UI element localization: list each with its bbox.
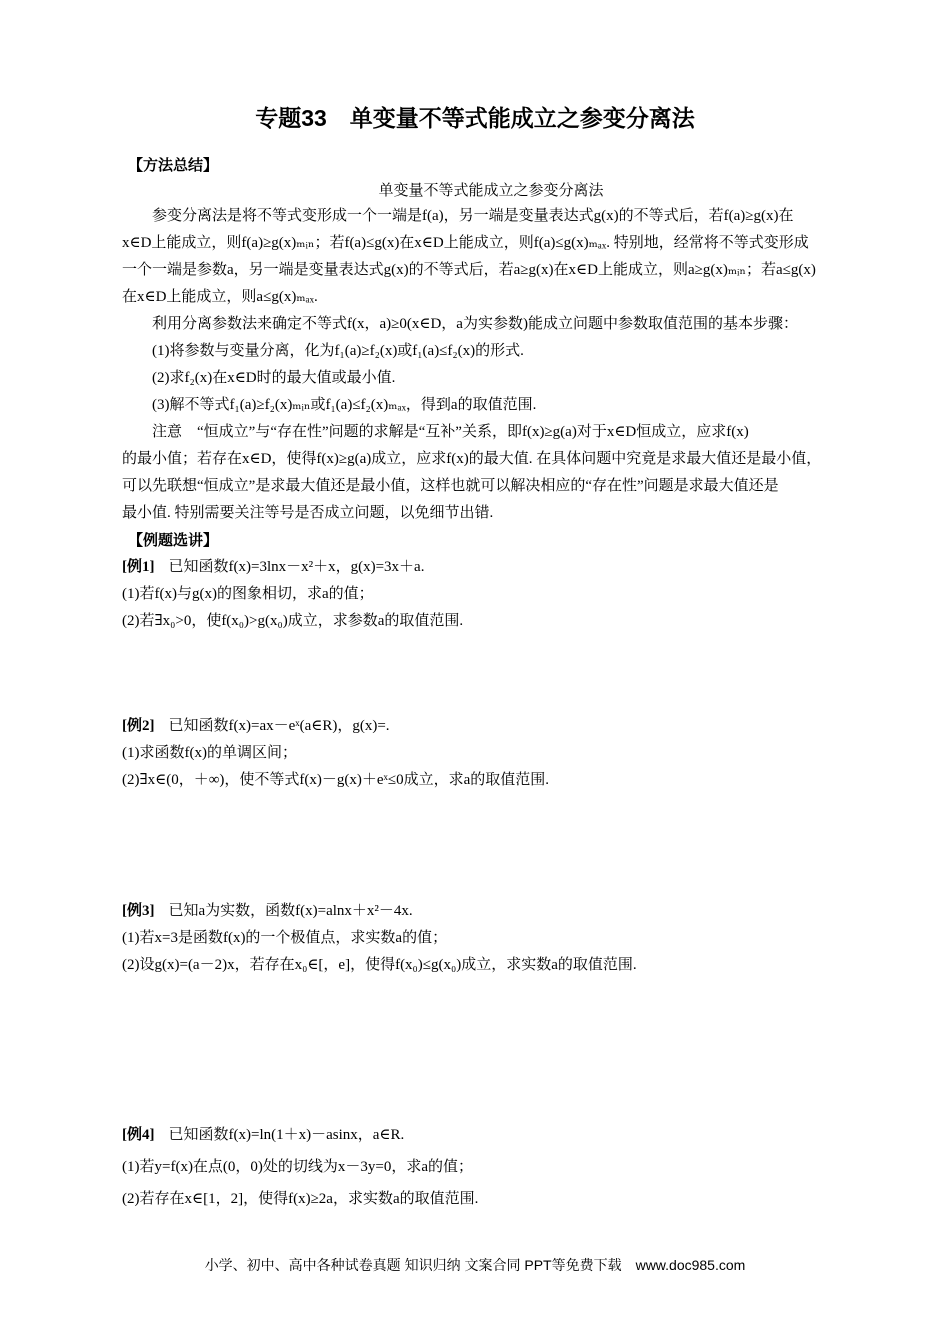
example-2-stem bbox=[122, 713, 860, 740]
note-paragraph bbox=[122, 419, 860, 527]
example-stem-text: 已知函数f(x)=3lnx－x²＋x，g(x)=3x＋a. bbox=[168, 559, 425, 575]
note-line: 的最小值；若存在x∈D，使得f(x)≥g(a)成立，应求f(x)的最大值. 在具体问题中究竟是求最大值还是最小值， bbox=[122, 451, 822, 467]
example-stem-text: 已知a为实数，函数f(x)=alnx＋x²－4x. bbox=[168, 903, 413, 919]
note-line: 最小值. 特别需要关注等号是否成立问题，以免细节出错. bbox=[122, 505, 494, 521]
method-subtitle: 单变量不等式能成立之参变分离法 bbox=[378, 182, 604, 199]
example-part: (2)若存在x∈[1，2]，使得f(x)≥2a，求实数a的取值范围. bbox=[122, 1191, 479, 1207]
paragraph-line: 参变分离法是将不等式变形成一个一端是f(a)，另一端是变量表达式g(x)的不等式后，若f(a)≥g(x)在 bbox=[122, 208, 794, 224]
example-label: [例3] bbox=[122, 903, 155, 919]
example-part: (1)若f(x)与g(x)的图象相切，求a的值； bbox=[122, 586, 374, 602]
example-stem-text: 已知函数f(x)=ln(1＋x)－asinx，a∈R. bbox=[168, 1127, 405, 1143]
example-part: (1)若y=f(x)在点(0，0)处的切线为x－3y=0，求a的值； bbox=[122, 1159, 474, 1175]
example-label: [例4] bbox=[122, 1127, 155, 1143]
note-line: 注意 “恒成立”与“存在性”问题的求解是“互补”关系，即f(x)≥g(a)对于x∈D恒成立，应求f(x) bbox=[122, 424, 749, 440]
example-1-stem bbox=[122, 554, 860, 581]
example-3-stem bbox=[122, 898, 860, 925]
example-part: (2)设g(x)=(a－2)x，若存在x₀∈[，e]，使得f(x₀)≤g(x₀)成立，求实数a的取值范围. bbox=[122, 957, 637, 973]
method-paragraph bbox=[122, 203, 860, 311]
example-label: [例1] bbox=[122, 559, 155, 575]
paragraph-line: x∈D上能成立，则f(a)≥g(x)ₘᵢₙ；若f(a)≤g(x)在x∈D上能成立，则f(a)≤g(x)ₘₐₓ. 特别地，经常将不等式变形成 bbox=[122, 235, 809, 251]
paragraph-line: 一个一端是参数a，另一端是变量表达式g(x)的不等式后，若a≥g(x)在x∈D上能成立，则a≥g(x)ₘᵢₙ；若a≤g(x) bbox=[122, 262, 816, 278]
example-stem-text: 已知函数f(x)=ax－eˣ(a∈R)，g(x)=. bbox=[168, 718, 390, 734]
example-part: (2)∃x∈(0，＋∞)，使不等式f(x)－g(x)＋eˣ≤0成立，求a的取值范围. bbox=[122, 772, 550, 788]
note-line: 可以先联想“恒成立”是求最大值还是最小值，这样也就可以解决相应的“存在性”问题是求最大值还是 bbox=[122, 478, 779, 494]
method-heading: 【方法总结】 bbox=[128, 157, 219, 174]
step-item: (2)求f₂(x)在x∈D时的最大值或最小值. bbox=[122, 370, 396, 386]
examples-heading: 【例题选讲】 bbox=[128, 532, 219, 549]
paragraph-line: 利用分离参数法来确定不等式f(x，a)≥0(x∈D，a为实参数)能成立问题中参数取值范围的基本步骤： bbox=[122, 316, 798, 332]
paragraph-line: 在x∈D上能成立，则a≤g(x)ₘₐₓ. bbox=[122, 289, 318, 305]
step-item: (1)将参数与变量分离，化为f₁(a)≥f₂(x)或f₁(a)≤f₂(x)的形式. bbox=[122, 343, 524, 359]
example-label: [例2] bbox=[122, 718, 155, 734]
example-4-stem bbox=[122, 1119, 860, 1151]
example-part: (1)若x=3是函数f(x)的一个极值点，求实数a的值； bbox=[122, 930, 448, 946]
example-part: (2)若∃x₀>0，使f(x₀)>g(x₀)成立，求参数a的取值范围. bbox=[122, 613, 464, 629]
page-title: 专题33 单变量不等式能成立之参变分离法 bbox=[255, 105, 695, 131]
step-item: (3)解不等式f₁(a)≥f₂(x)ₘᵢₙ或f₁(a)≤f₂(x)ₘₐₓ，得到a的取值范围. bbox=[122, 397, 537, 413]
footer-text: 小学、初中、高中各种试卷真题 知识归纳 文案合同 PPT等免费下载 www.doc985.com bbox=[204, 1257, 746, 1273]
example-part: (1)求函数f(x)的单调区间； bbox=[122, 745, 297, 761]
